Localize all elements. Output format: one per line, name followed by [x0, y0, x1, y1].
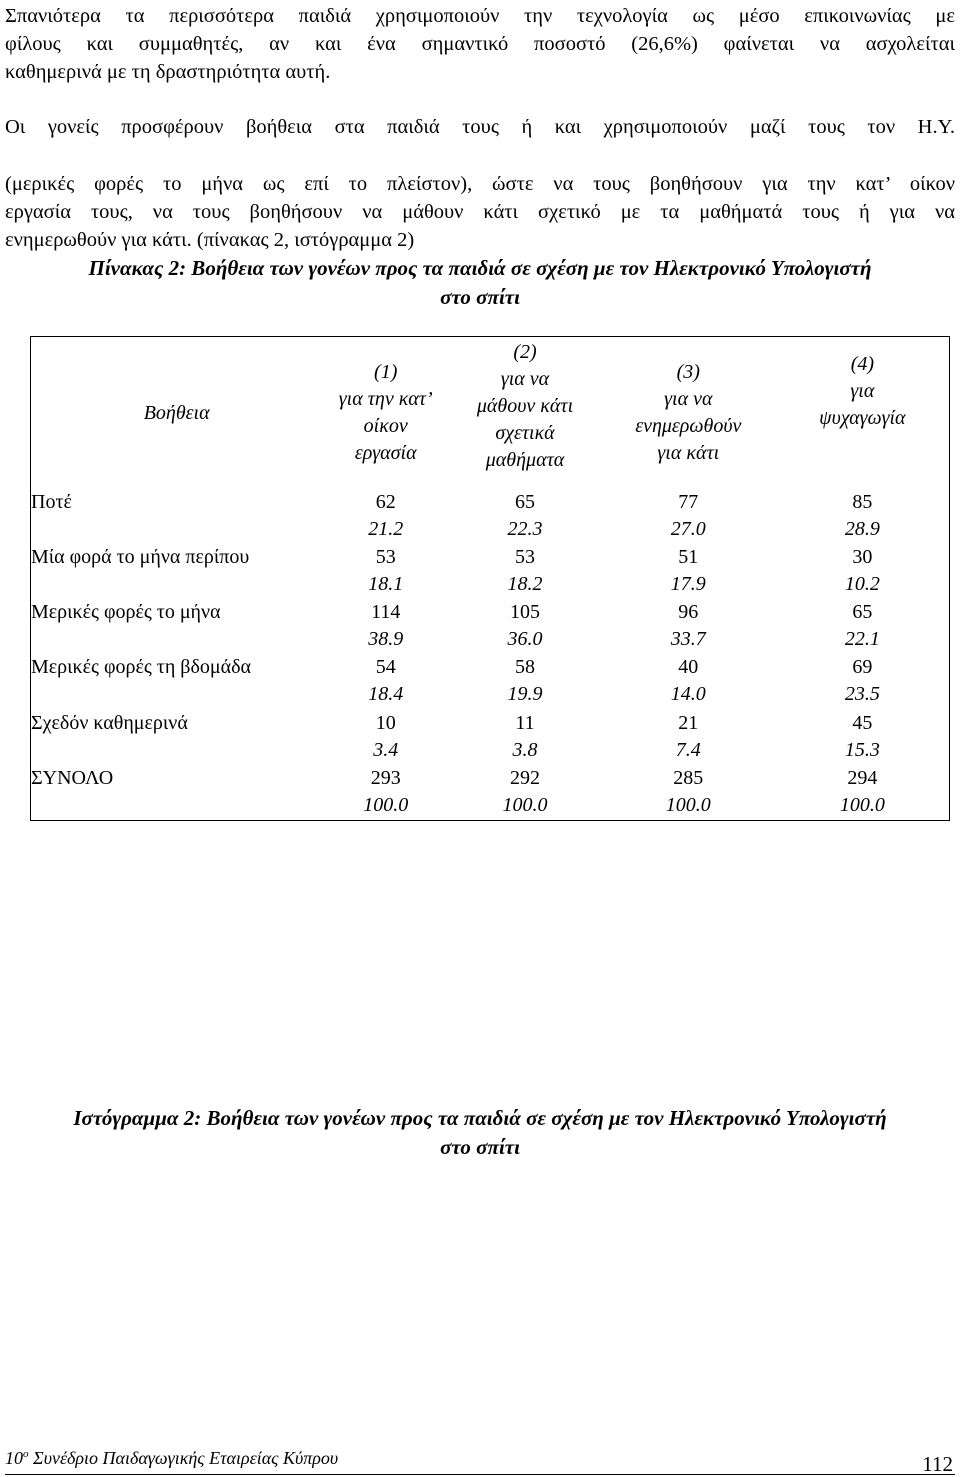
table-cell	[601, 710, 776, 765]
cell-percent: 100.0	[363, 793, 409, 816]
table-row	[31, 489, 950, 544]
page-number: 112	[922, 1452, 953, 1476]
paragraph-line: εργασία τους, να τους βοηθήσουν να μάθουν κάτι σχετικό με τα μαθήματά τους ή για να	[5, 201, 955, 223]
table-cell	[322, 710, 449, 765]
table-cell	[322, 765, 449, 821]
cell-percent: 15.3	[844, 738, 880, 761]
footer-text: Συνέδριο Παιδαγωγικής Εταιρείας Κύπρου	[28, 1448, 339, 1468]
table-cell	[776, 654, 950, 709]
header-line: μάθουν κάτι	[476, 395, 574, 417]
header-line: για να	[500, 368, 550, 390]
table-header-row	[31, 337, 950, 490]
cell-percent: 22.1	[844, 628, 880, 651]
header-number: (4)	[850, 353, 875, 375]
cell-percent: 100.0	[839, 793, 885, 816]
cell-percent: 33.7	[670, 628, 706, 651]
footer-rule	[5, 1474, 955, 1475]
cell-percent: 23.5	[844, 683, 880, 706]
footer-ordinal-sup: ο	[23, 1448, 29, 1460]
cell-count: 285	[673, 766, 704, 789]
column-header-entertainment	[776, 337, 950, 490]
table-row	[31, 599, 950, 654]
cell-count: 10	[375, 711, 396, 734]
row-label: Σχεδόν καθημερινά	[31, 711, 188, 734]
table-row	[31, 544, 950, 599]
cell-percent: 28.9	[844, 518, 880, 540]
table-cell	[449, 489, 601, 544]
header-line: σχετικά	[495, 422, 555, 444]
header-line: εργασία	[354, 442, 417, 464]
cell-count: 30	[852, 546, 873, 569]
cell-count: 40	[678, 656, 699, 679]
header-number: (1)	[374, 361, 398, 383]
header-number: (3)	[676, 361, 700, 383]
header-line: για να	[664, 388, 713, 410]
header-line: μαθήματα	[485, 449, 565, 471]
cell-count: 294	[847, 766, 878, 789]
row-label: ΣΥΝΟΛΟ	[31, 766, 114, 789]
table-row	[31, 654, 950, 709]
conference-footer	[5, 1448, 338, 1469]
cell-count: 105	[510, 601, 540, 624]
cell-percent: 100.0	[502, 793, 548, 816]
histogram-caption-line: στο σπίτι	[440, 1135, 520, 1159]
cell-count: 51	[678, 546, 699, 569]
header-line: οίκον	[363, 415, 408, 437]
cell-count: 54	[375, 656, 396, 679]
cell-percent: 7.4	[675, 738, 701, 761]
table-cell	[322, 489, 449, 544]
cell-percent: 18.2	[507, 573, 543, 596]
table-cell	[601, 544, 776, 599]
cell-percent: 18.4	[368, 683, 404, 706]
parental-help-table	[30, 336, 950, 821]
cell-count: 62	[375, 491, 396, 513]
cell-percent: 36.0	[507, 628, 543, 651]
histogram-caption	[0, 1104, 960, 1162]
cell-count: 58	[515, 656, 535, 679]
cell-percent: 3.4	[373, 738, 399, 761]
cell-count: 65	[515, 491, 535, 513]
table-cell	[449, 544, 601, 599]
cell-percent: 19.9	[507, 683, 543, 706]
cell-count: 65	[852, 601, 873, 624]
paragraph-line: φίλους και συμμαθητές, αν και ένα σημαντικό ποσοστό (26,6%) φαίνεται να ασχολείται	[5, 33, 955, 55]
paragraph-line: Οι γονείς προσφέρουν βοήθεια στα παιδιά τους ή και χρησιμοποιούν μαζί τους τον Η.Υ.	[5, 116, 955, 138]
row-label: Μερικές φορές τη βδομάδα	[31, 656, 251, 679]
table-cell	[776, 710, 950, 765]
paragraph-line: Σπανιότερα τα περισσότερα παιδιά χρησιμοποιούν την τεχνολογία ως μέσο επικοινωνίας με	[5, 5, 955, 27]
footer-ordinal: 10	[5, 1448, 23, 1468]
cell-count: 96	[678, 601, 699, 624]
cell-count: 85	[852, 491, 873, 513]
cell-percent: 21.2	[368, 518, 404, 540]
cell-count: 114	[371, 601, 401, 624]
table-cell	[601, 765, 776, 821]
table-caption-line: Πίνακας 2: Βοήθεια των γονέων προς τα παιδιά σε σχέση με τον Ηλεκτρονικό Υπολογιστή	[88, 256, 872, 280]
table-cell	[449, 654, 601, 709]
cell-count: 45	[852, 711, 873, 734]
header-line: για	[850, 380, 875, 402]
header-line: ψυχαγωγία	[819, 407, 906, 429]
table-cell	[776, 489, 950, 544]
row-label: Ποτέ	[31, 491, 72, 513]
table-cell	[601, 489, 776, 544]
cell-count: 53	[515, 546, 535, 569]
cell-count: 292	[510, 766, 540, 789]
table-cell	[601, 654, 776, 709]
table-cell	[601, 599, 776, 654]
column-header-homework	[322, 337, 449, 490]
column-header-get-informed	[601, 337, 776, 490]
cell-percent: 18.1	[368, 573, 404, 596]
cell-percent: 17.9	[670, 573, 706, 596]
intro-paragraph	[5, 2, 955, 86]
cell-percent: 10.2	[844, 573, 880, 596]
cell-percent: 27.0	[670, 518, 706, 540]
table-cell	[776, 599, 950, 654]
histogram-caption-line: Ιστόγραμμα 2: Βοήθεια των γονέων προς τα παιδιά σε σχέση με τον Ηλεκτρονικό Υπολογιστή	[73, 1106, 887, 1130]
header-line: για κάτι	[657, 442, 720, 464]
column-header-learn-lessons	[449, 337, 601, 490]
table-caption-line: στο σπίτι	[440, 285, 520, 309]
cell-percent: 38.9	[368, 628, 404, 651]
table-row	[31, 765, 950, 821]
cell-count: 11	[515, 711, 535, 734]
row-label: Μία φορά το μήνα περίπου	[31, 546, 250, 569]
table-row	[31, 710, 950, 765]
table-cell	[322, 599, 449, 654]
table-cell	[322, 544, 449, 599]
paragraph-line: καθημερινά με τη δραστηριότητα αυτή.	[5, 61, 331, 83]
paragraph-line: ενημερωθούν για κάτι. (πίνακας 2, ιστόγραμμα 2)	[5, 229, 415, 251]
cell-count: 53	[375, 546, 396, 569]
table-cell	[776, 765, 950, 821]
header-number: (2)	[513, 341, 537, 363]
table-cell	[449, 765, 601, 821]
cell-count: 77	[678, 491, 699, 513]
cell-count: 293	[370, 766, 401, 789]
column-header-help: Βοήθεια	[143, 401, 210, 424]
cell-count: 69	[852, 656, 873, 679]
row-label: Μερικές φορές το μήνα	[31, 601, 221, 624]
parents-help-paragraph	[5, 113, 955, 254]
table-cell	[776, 544, 950, 599]
table-cell	[449, 710, 601, 765]
header-line: ενημερωθούν	[635, 415, 742, 437]
header-line: για την κατ’	[338, 388, 433, 410]
paragraph-line: (μερικές φορές το μήνα ως επί το πλείστον), ώστε να τους βοηθήσουν για την κατ’ οίκον	[5, 173, 955, 195]
table-cell	[449, 599, 601, 654]
cell-percent: 14.0	[670, 683, 706, 706]
cell-count: 21	[678, 711, 699, 734]
table-cell	[322, 654, 449, 709]
cell-percent: 22.3	[507, 518, 543, 540]
cell-percent: 3.8	[512, 738, 538, 761]
table-caption	[0, 254, 960, 312]
cell-percent: 100.0	[665, 793, 711, 816]
